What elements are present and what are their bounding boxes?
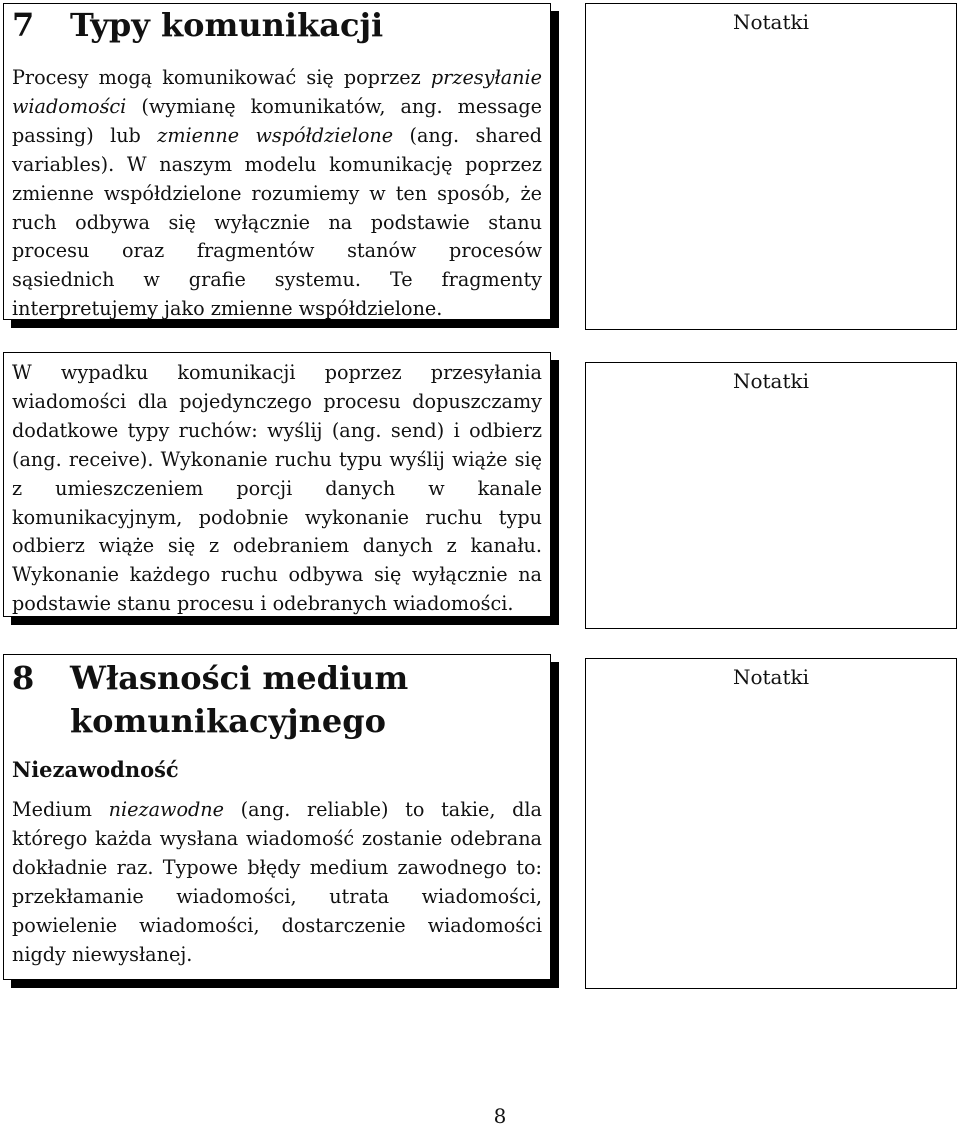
emphasis-term: niezawodne xyxy=(108,798,225,821)
notes-box xyxy=(585,3,957,330)
subheading: Niezawodność xyxy=(12,757,179,782)
slide-typy-komunikacji xyxy=(3,3,551,320)
section-number: 8 xyxy=(12,659,35,697)
section-number: 7 xyxy=(12,6,35,44)
page-number: 8 xyxy=(493,1104,507,1128)
notes-label: Notatki xyxy=(732,10,810,34)
section-heading xyxy=(12,657,542,743)
notes-box xyxy=(585,362,957,629)
slide-paragraph: W wypadku komunikacji poprzez przesyłania wiadomości dla pojedynczego procesu dopuszczamy dodatkowe typy ruchów: wyślij (ang. send) i odbierz (ang. receive). Wykonanie ruchu typu wyślij wiąże się z umieszczeniem porcji danych w kanale komunikacyjnym, podobnie wykonanie ruchu typu odbierz wiąże się z odebraniem danych z kanału. Wykonanie każdego ruchu odbywa się wyłącznie na podstawie stanu procesu i odebranych wiadomości. xyxy=(12,361,542,616)
emphasis-term: przesyłanie wiadomości xyxy=(12,66,542,118)
section-title: Typy komunikacji xyxy=(70,6,384,44)
emphasis-term: zmienne współdzielone xyxy=(157,123,394,147)
notes-label: Notatki xyxy=(732,369,810,393)
notes-box xyxy=(585,658,957,989)
slide-wlasnosci-medium xyxy=(3,654,551,980)
slide-paragraph: Procesy mogą komunikować się poprzez przesyłanie wiadomości (wymianę komunikatów, ang. message passing) lub zmienne współdzielone (ang. shared variables). W naszym modelu komunikację poprzez zmienne współdzielone rozumiemy w ten sposób, że ruch odbywa się wyłącznie na podstawie stanu procesu oraz fragmentów stanów procesów sąsiednich w grafie systemu. Te fragmenty interpretujemy jako zmienne współdzielone. xyxy=(12,66,543,321)
section-heading xyxy=(12,4,542,47)
notes-label: Notatki xyxy=(732,665,810,689)
slide-paragraph: Medium niezawodne (ang. reliable) to takie, dla którego każda wysłana wiadomość zostanie odebrana dokładnie raz. Typowe błędy medium zawodnego to: przekłamanie wiadomości, utrata wiadomości, powielenie wiadomości, dostarczenie wiadomości nigdy niewysłanej. xyxy=(12,798,542,966)
section-title: Własności medium komunikacyjnego xyxy=(70,659,409,740)
slide-przesylanie-wiadomosci xyxy=(3,352,551,617)
